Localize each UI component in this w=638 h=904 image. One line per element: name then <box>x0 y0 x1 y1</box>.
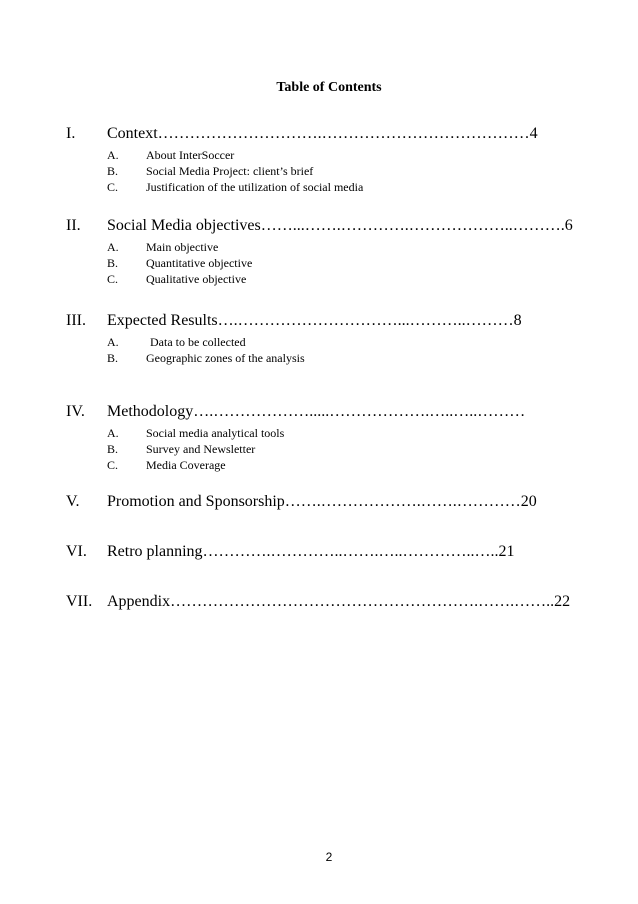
toc-subsection-letter: A. <box>107 240 119 254</box>
toc-entry-line <box>66 540 586 564</box>
toc-subsection[interactable] <box>66 425 586 441</box>
toc-section-1 <box>66 122 586 195</box>
toc-entry-line <box>66 214 586 238</box>
toc-subsection-title: Survey and Newsletter <box>146 442 256 456</box>
toc-subsection-title: Social media analytical tools <box>146 426 285 440</box>
toc-subsection-title: Media Coverage <box>146 458 226 472</box>
toc-subsection-title: About InterSoccer <box>146 148 235 162</box>
toc-section-2 <box>66 214 586 287</box>
toc-subsection[interactable] <box>66 271 586 287</box>
toc-subsection-title: Qualitative objective <box>146 272 247 286</box>
toc-numeral: V. <box>66 493 80 510</box>
toc-entry-title[interactable]: Promotion and Sponsorship…….……………….…….…………20 <box>107 493 537 510</box>
toc-subsection[interactable] <box>66 179 586 195</box>
toc-subsection[interactable] <box>66 239 586 255</box>
toc-subsection-letter: B. <box>107 256 119 270</box>
toc-subsection-title: Quantitative objective <box>146 256 253 270</box>
toc-subsection-title: Data to be collected <box>150 335 246 349</box>
toc-entry-title[interactable]: Context………………………….…………………………………4 <box>107 125 538 142</box>
toc-subsection-letter: C. <box>107 458 119 472</box>
toc-subsection-list <box>66 147 586 195</box>
toc-subsection[interactable] <box>66 255 586 271</box>
toc-subsection-title: Main objective <box>146 240 219 254</box>
toc-section-5 <box>66 490 586 514</box>
toc-subsection-list <box>66 239 586 287</box>
toc-section-3 <box>66 309 586 366</box>
toc-numeral: VII. <box>66 593 93 610</box>
toc-subsection-letter: A. <box>107 148 119 162</box>
toc-section-7 <box>66 590 586 614</box>
page-number: 2 <box>325 850 333 864</box>
toc-numeral: VI. <box>66 543 87 560</box>
toc-subsection-title: Social Media Project: client’s brief <box>146 164 314 178</box>
toc-subsection[interactable] <box>66 147 586 163</box>
toc-subsection-letter: A. <box>107 335 119 349</box>
toc-subsection-list <box>66 425 586 473</box>
toc-section-4 <box>66 400 586 473</box>
toc-section-6 <box>66 540 586 564</box>
toc-numeral: I. <box>66 125 76 142</box>
toc-numeral: II. <box>66 217 81 234</box>
toc-entry-title[interactable]: Appendix………………………………………………….…….……..22 <box>107 593 571 610</box>
toc-subsection[interactable] <box>66 163 586 179</box>
toc-subsection-list <box>66 334 586 366</box>
toc-subsection-letter: C. <box>107 272 119 286</box>
toc-subsection-title: Justification of the utilization of social media <box>146 180 364 194</box>
toc-subsection-letter: B. <box>107 442 119 456</box>
toc-subsection-letter: B. <box>107 164 119 178</box>
toc-entry-line <box>66 309 586 333</box>
toc-entry-line <box>66 122 586 146</box>
toc-subsection[interactable] <box>66 457 586 473</box>
toc-entry-title[interactable]: Methodology….……………….....……………….…..…..……… <box>107 403 526 420</box>
toc-entry-title[interactable]: Social Media objectives……...…….………….………………..……….6 <box>107 217 573 234</box>
toc-entry-line <box>66 490 586 514</box>
toc-subsection[interactable] <box>66 334 586 350</box>
toc-entry-title[interactable]: Expected Results….…………………………...………..………8 <box>107 312 522 329</box>
toc-subsection-title: Geographic zones of the analysis <box>146 351 305 365</box>
toc-entry-title[interactable]: Retro planning………….…………..…….…..…………..…..21 <box>107 543 515 560</box>
toc-subsection[interactable] <box>66 441 586 457</box>
toc-subsection-letter: B. <box>107 351 119 365</box>
toc-subsection-letter: C. <box>107 180 119 194</box>
toc-subsection[interactable] <box>66 350 586 366</box>
toc-title: Table of Contents <box>276 80 382 95</box>
toc-entry-line <box>66 590 586 614</box>
toc-numeral: III. <box>66 312 86 329</box>
toc-entry-line <box>66 400 586 424</box>
toc-subsection-letter: A. <box>107 426 119 440</box>
toc-numeral: IV. <box>66 403 85 420</box>
